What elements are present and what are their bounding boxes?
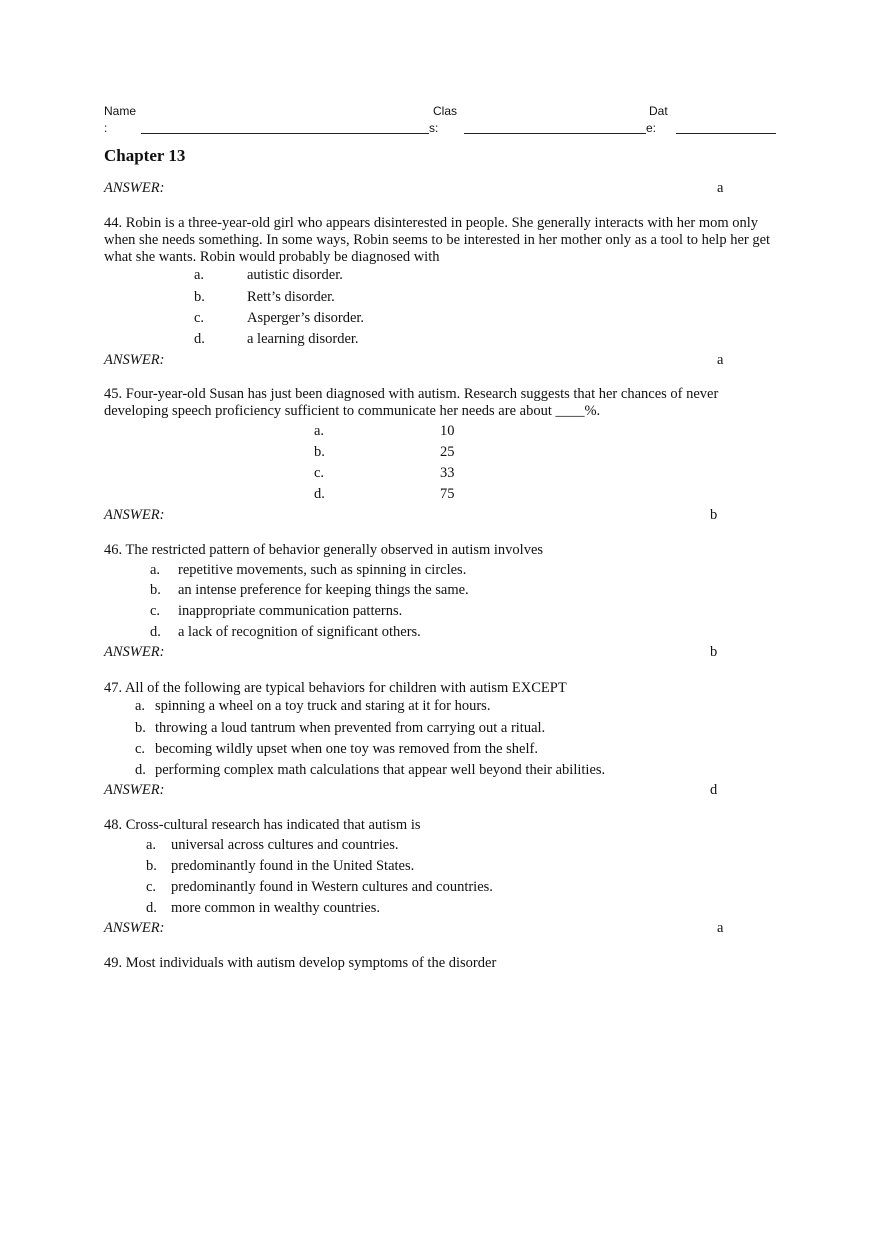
question-45-stem: 45. Four-year-old Susan has just been diagnosed with autism. Research suggests that her chances of never developing speech proficiency sufficient to communicate her needs are about ____%. bbox=[104, 386, 719, 419]
answer-label: ANSWER: bbox=[104, 180, 165, 196]
option-text: 25 bbox=[440, 444, 455, 460]
option-text: more common in wealthy countries. bbox=[171, 900, 380, 916]
answer-label: ANSWER: bbox=[104, 644, 165, 660]
option-text: a lack of recognition of significant others. bbox=[178, 624, 421, 640]
date-label: Dat bbox=[649, 104, 668, 118]
date-label-suffix: e: bbox=[646, 121, 657, 135]
answer-label: ANSWER: bbox=[104, 352, 165, 368]
option-letter: d. bbox=[314, 486, 325, 502]
name-label: Name bbox=[104, 104, 137, 118]
name-field[interactable] bbox=[141, 133, 429, 134]
option-letter: b. bbox=[135, 720, 146, 736]
option-text: 33 bbox=[440, 465, 455, 481]
option-letter: c. bbox=[314, 465, 325, 481]
question-49-stem: 49. Most individuals with autism develop symptoms of the disorder bbox=[104, 955, 497, 971]
option-letter: a. bbox=[146, 837, 157, 853]
option-letter: a. bbox=[314, 423, 325, 439]
option-letter: d. bbox=[150, 624, 161, 640]
answer-value: b bbox=[710, 644, 718, 660]
class-label-suffix: s: bbox=[429, 121, 439, 135]
option-text: universal across cultures and countries. bbox=[171, 837, 399, 853]
option-text: Rett’s disorder. bbox=[247, 289, 335, 305]
option-text: spinning a wheel on a toy truck and staring at it for hours. bbox=[155, 698, 491, 714]
option-letter: c. bbox=[146, 879, 157, 895]
option-text: 10 bbox=[440, 423, 455, 439]
option-letter: a. bbox=[194, 267, 205, 283]
option-text: inappropriate communication patterns. bbox=[178, 603, 403, 619]
question-46-stem: 46. The restricted pattern of behavior generally observed in autism involves bbox=[104, 542, 544, 558]
answer-label: ANSWER: bbox=[104, 920, 165, 936]
option-letter: d. bbox=[135, 762, 146, 778]
option-letter: a. bbox=[150, 562, 161, 578]
name-label-colon: : bbox=[104, 121, 108, 135]
answer-value: d bbox=[710, 782, 718, 798]
option-letter: b. bbox=[150, 582, 161, 598]
option-text: autistic disorder. bbox=[247, 267, 343, 283]
question-48-stem: 48. Cross-cultural research has indicated that autism is bbox=[104, 817, 421, 833]
option-text: predominantly found in Western cultures and countries. bbox=[171, 879, 493, 895]
option-letter: d. bbox=[146, 900, 157, 916]
answer-value: a bbox=[717, 180, 724, 196]
option-letter: b. bbox=[146, 858, 157, 874]
option-letter: c. bbox=[150, 603, 161, 619]
option-letter: c. bbox=[194, 310, 205, 326]
option-letter: b. bbox=[194, 289, 205, 305]
class-label: Clas bbox=[433, 104, 458, 118]
answer-value: a bbox=[717, 352, 724, 368]
answer-value: b bbox=[710, 507, 718, 523]
question-44-stem: 44. Robin is a three-year-old girl who appears disinterested in people. She generally interacts with her mom only when she needs something. In some ways, Robin seems to be interested in her mother only as a tool to help her get what she wants. Robin would probably be diagnosed with bbox=[104, 215, 771, 265]
option-text: repetitive movements, such as spinning in circles. bbox=[178, 562, 467, 578]
chapter-title: Chapter 13 bbox=[104, 146, 186, 165]
option-text: Asperger’s disorder. bbox=[247, 310, 365, 326]
answer-label: ANSWER: bbox=[104, 507, 165, 523]
answer-value: a bbox=[717, 920, 724, 936]
option-text: throwing a loud tantrum when prevented from carrying out a ritual. bbox=[155, 720, 546, 736]
option-text: a learning disorder. bbox=[247, 331, 359, 347]
option-letter: a. bbox=[135, 698, 146, 714]
class-field[interactable] bbox=[464, 133, 646, 134]
option-text: 75 bbox=[440, 486, 455, 502]
option-text: becoming wildly upset when one toy was removed from the shelf. bbox=[155, 741, 538, 757]
question-47-stem: 47. All of the following are typical behaviors for children with autism EXCEPT bbox=[104, 680, 567, 696]
option-text: performing complex math calculations that appear well beyond their abilities. bbox=[155, 762, 606, 778]
option-letter: c. bbox=[135, 741, 146, 757]
option-text: predominantly found in the United States. bbox=[171, 858, 415, 874]
option-letter: d. bbox=[194, 331, 205, 347]
option-letter: b. bbox=[314, 444, 325, 460]
option-text: an intense preference for keeping things the same. bbox=[178, 582, 469, 598]
answer-label: ANSWER: bbox=[104, 782, 165, 798]
date-field[interactable] bbox=[676, 133, 776, 134]
